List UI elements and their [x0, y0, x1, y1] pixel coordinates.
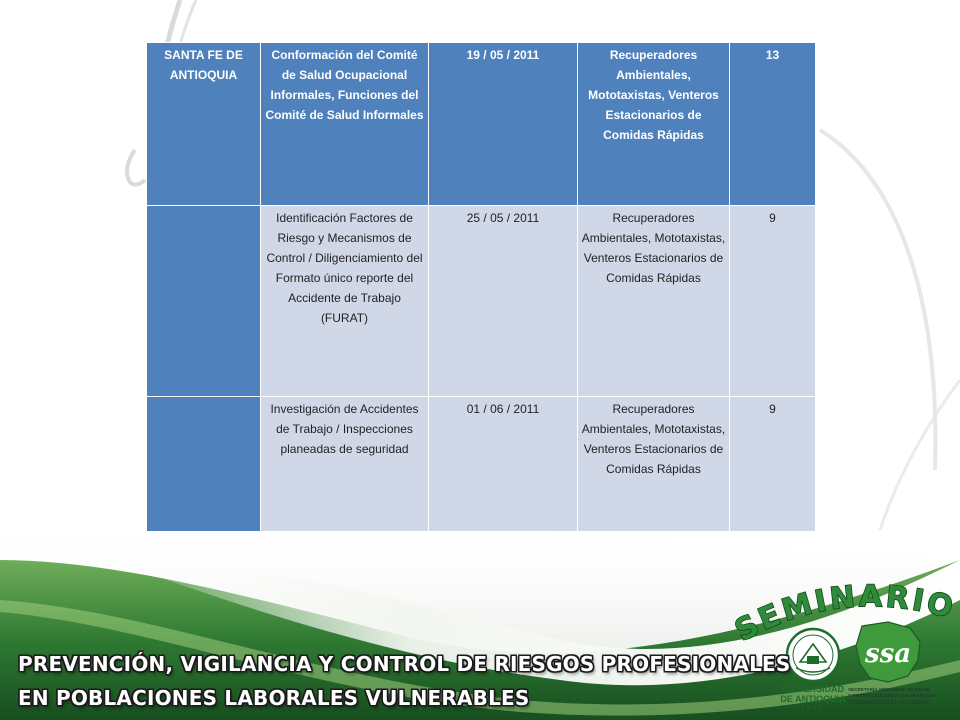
svg-text:ssa: ssa: [864, 639, 912, 669]
ssa-line2: Y PROTECCIÓN SOCIAL DE ANTIOQUIA: [848, 693, 936, 698]
cell-fecha: 25 / 05 / 2011: [429, 206, 578, 397]
ssa-line1: SECRETARÍA SECCIONAL DE SALUD: [848, 687, 931, 692]
udea-name-line2: DE ANTIOQUIA: [780, 694, 846, 704]
cell-municipio: [147, 206, 261, 397]
table-row: [147, 397, 816, 532]
banner-title-line1: PREVENCIÓN, VIGILANCIA Y CONTROL DE RIESGOS PROFESIONALES: [18, 652, 791, 676]
udea-name-line1: UNIVERSIDAD: [781, 684, 844, 694]
cell-tema: Conformación del Comité de Salud Ocupacional Informales, Funciones del Comité de Salud Informales: [261, 43, 429, 206]
cell-municipio: [147, 397, 261, 532]
udea-year: 1803: [801, 705, 825, 711]
seminario-text: SEMINARIO: [729, 579, 960, 646]
right-sketch-curve-2: [880, 380, 960, 530]
cell-asistentes: 9: [730, 397, 816, 532]
cell-fecha: 01 / 06 / 2011: [429, 397, 578, 532]
cell-municipio: SANTA FE DE ANTIOQUIA: [147, 43, 261, 206]
table-row: [147, 43, 816, 206]
secretaria-salud-logo: [848, 620, 936, 716]
cell-poblacion: Recuperadores Ambientales, Mototaxistas, Venteros Estacionarios de Comidas Rápidas: [578, 206, 730, 397]
cell-fecha: 19 / 05 / 2011: [429, 43, 578, 206]
ssa-map-icon: [848, 620, 930, 686]
left-sketch-loop: [127, 150, 145, 185]
cell-tema: Identificación Factores de Riesgo y Mecanismos de Control / Diligenciamiento del Formato único reporte del Accidente de Trabajo (FURAT): [261, 206, 429, 397]
cell-tema: Investigación de Accidentes de Trabajo / Inspecciones planeadas de seguridad: [261, 397, 429, 532]
activities-table: [146, 42, 816, 532]
cell-poblacion: Recuperadores Ambientales, Mototaxistas, Venteros Estacionarios de Comidas Rápidas: [578, 43, 730, 206]
banner-title-line2: EN POBLACIONES LABORALES VULNERABLES: [18, 686, 530, 710]
table-row: [147, 206, 816, 397]
ssa-line3: GOBERNACIÓN DE ANTIOQUIA: [848, 700, 930, 706]
right-sketch-curve: [820, 130, 935, 470]
cell-asistentes: 13: [730, 43, 816, 206]
cell-asistentes: 9: [730, 206, 816, 397]
cell-poblacion: Recuperadores Ambientales, Mototaxistas, Venteros Estacionarios de Comidas Rápidas: [578, 397, 730, 532]
